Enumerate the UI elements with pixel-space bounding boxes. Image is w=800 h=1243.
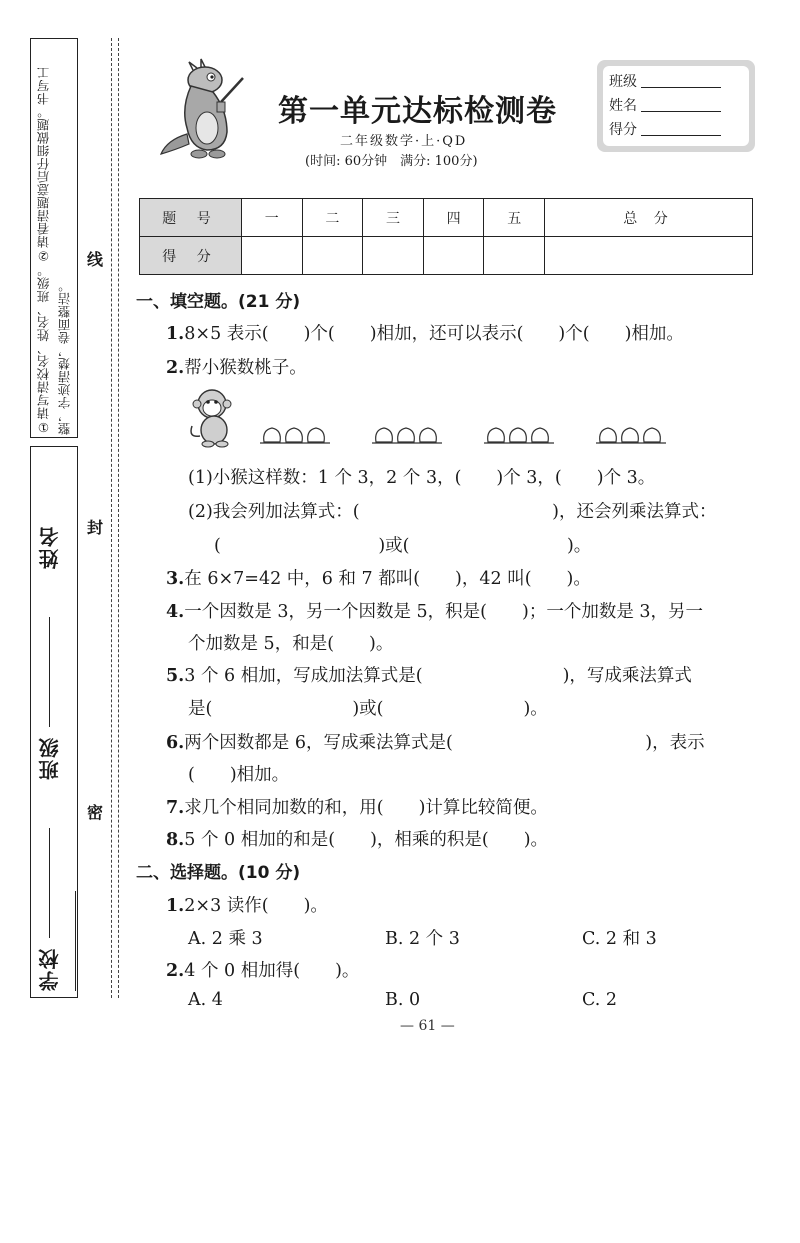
table-header-cell: 题 号 [140, 199, 242, 237]
peach-groups-icon [260, 424, 760, 446]
question-6-continued: ( )相加。 [188, 765, 290, 785]
choice-option-b[interactable]: B. 0 [385, 990, 421, 1010]
table-header-cell: 五 [484, 199, 545, 237]
table-row-label: 得 分 [140, 237, 242, 275]
question-number: 6. [166, 733, 185, 753]
dinosaur-mascot-icon [155, 58, 247, 162]
class-label: 班级 [38, 736, 62, 781]
monkey-icon [186, 386, 242, 448]
score-cell[interactable] [545, 237, 753, 275]
score-cell[interactable] [363, 237, 424, 275]
question-1 [166, 320, 684, 345]
question-5-continued: 是( )或( )。 [188, 699, 548, 719]
name-field[interactable] [76, 891, 77, 991]
page-number: — 61 — [400, 1018, 455, 1034]
question-2-part-2: (2)我会列加法算式：( )，还会列乘法算式： [188, 502, 717, 522]
score-stamp [597, 60, 755, 152]
question-number: 2. [166, 358, 185, 378]
question-4 [166, 598, 703, 623]
page-title: 第一单元达标检测卷 [278, 94, 557, 129]
cut-line [111, 38, 112, 998]
question-number: 4. [166, 602, 185, 622]
question-text: 一个因数是 3，另一个因数是 5，积是( )；一个加数是 3，另一 [184, 602, 704, 622]
question-text: 4 个 0 相加得( )。 [184, 961, 360, 981]
stamp-score-label: 得分 [609, 122, 637, 138]
stamp-class-field[interactable] [641, 71, 721, 88]
choice-option-c[interactable]: C. 2 和 3 [582, 929, 657, 949]
question-7 [166, 794, 548, 819]
question-number: 3. [166, 569, 185, 589]
question-number: 1. [166, 324, 185, 344]
question-text: 帮小猴数桃子。 [184, 358, 307, 378]
table-header-cell: 四 [423, 199, 484, 237]
table-header-cell: 二 [302, 199, 363, 237]
stamp-score-row [609, 118, 721, 142]
question-text: 2×3 读作( )。 [184, 896, 328, 916]
table-row [140, 237, 753, 275]
choice-option-c[interactable]: C. 2 [582, 990, 618, 1010]
question-3 [166, 565, 591, 590]
question-number: 2. [166, 961, 185, 981]
question-5 [166, 662, 692, 687]
stamp-class-label: 班级 [609, 74, 637, 90]
table-header-cell: 总 分 [545, 199, 753, 237]
time-note: (时间: 60分钟 满分: 100分) [305, 154, 478, 169]
section-heading: 二、选择题。(10 分) [136, 863, 301, 883]
cut-line [118, 38, 119, 998]
question-number: 7. [166, 798, 185, 818]
exam-instructions-box [30, 38, 78, 438]
question-text: 8×5 表示( )个( )相加，还可以表示( )个( )相加。 [184, 324, 684, 344]
stamp-name-row [609, 94, 721, 118]
choice-option-b[interactable]: B. 2 个 3 [385, 929, 460, 949]
question-text: 3 个 6 相加，写成加法算式是( )，写成乘法算式 [184, 666, 692, 686]
school-field[interactable] [50, 828, 51, 938]
stamp-name-label: 姓名 [609, 98, 637, 114]
table-header-cell: 三 [363, 199, 424, 237]
question-8 [166, 826, 548, 851]
score-table [139, 198, 753, 275]
question-text: 在 6×7=42 中，6 和 7 都叫( )，42 叫( )。 [184, 569, 591, 589]
section-heading: 一、填空题。(21 分) [136, 292, 301, 312]
question-text: 5 个 0 相加的和是( )，相乘的积是( )。 [184, 830, 549, 850]
question-4-continued: 个加数是 5，和是( )。 [188, 634, 394, 654]
question-text: 两个因数都是 6，写成乘法算式是( )，表示 [184, 733, 705, 753]
stamp-class-row [609, 70, 721, 94]
question-number: 1. [166, 896, 185, 916]
question-2-part-1: (1)小猴这样数：1 个 3，2 个 3，( )个 3，( )个 3。 [188, 468, 656, 488]
exam-instructions: ①请写清校名、姓名、班级。②请看清题意后仔细做题。书写工整，字迹清楚，卷面整洁。 [36, 66, 72, 435]
table-header-cell: 一 [242, 199, 303, 237]
question-number: 8. [166, 830, 185, 850]
choice-option-a[interactable]: A. 2 乘 3 [188, 929, 263, 949]
choice-question-1 [166, 892, 328, 917]
score-cell[interactable] [423, 237, 484, 275]
seal-char-mi: 密 [87, 803, 104, 822]
question-2-part-2-continued: ( )或( )。 [214, 536, 592, 556]
page-subtitle: 二年级数学·上·QD [340, 134, 468, 149]
choice-option-a[interactable]: A. 4 [188, 990, 223, 1010]
student-info-box [30, 446, 78, 998]
choice-question-2 [166, 957, 359, 982]
student-info [35, 455, 75, 991]
table-row [140, 199, 753, 237]
score-cell[interactable] [242, 237, 303, 275]
seal-char-xian: 线 [87, 250, 104, 269]
question-text: 求几个相同加数的和，用( )计算比较简便。 [184, 798, 548, 818]
question-2 [166, 354, 307, 379]
school-label: 学校 [38, 947, 62, 991]
score-cell[interactable] [302, 237, 363, 275]
question-6 [166, 729, 705, 754]
name-label: 姓名 [38, 525, 62, 570]
class-field[interactable] [50, 617, 51, 727]
seal-char-feng: 封 [87, 518, 104, 537]
question-number: 5. [166, 666, 185, 686]
score-cell[interactable] [484, 237, 545, 275]
stamp-score-field[interactable] [641, 119, 721, 136]
stamp-name-field[interactable] [641, 95, 721, 112]
